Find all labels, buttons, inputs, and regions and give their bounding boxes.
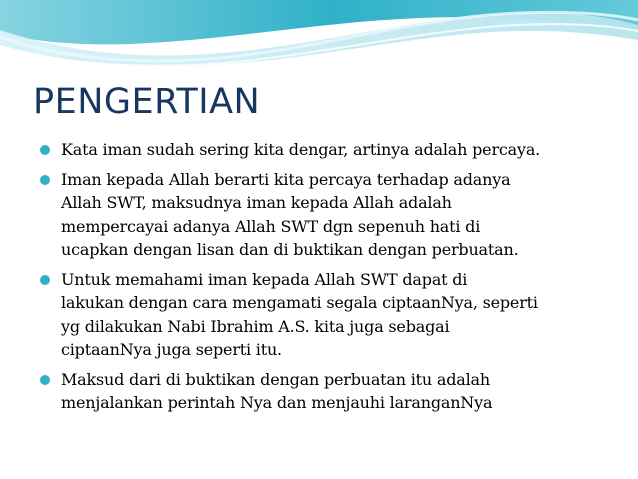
bullet-text: Untuk memahami iman kepada Allah SWT dapat di lakukan dengan cara mengamati segala ciptaanNya, seperti yg dilakukan Nabi Ibrahim A.S. kita juga sebagai ciptaanNya juga seperti itu. bbox=[61, 269, 538, 359]
bullet-text: Iman kepada Allah berarti kita percaya terhadap adanya Allah SWT, maksudnya iman kepada Allah adalah mempercayai adanya Allah SWT dgn sepenuh hati di ucapkan dengan lisan dan di buktikan dengan perbuatan. bbox=[61, 169, 519, 259]
bullet-item-4 bbox=[40, 368, 630, 415]
bullet-text: Maksud dari di buktikan dengan perbuatan itu adalah menjalankan perintah Nya dan menjauhi laranganNya bbox=[61, 369, 493, 412]
slide-title: PENGERTIAN bbox=[33, 82, 261, 122]
bullet-marker-icon bbox=[40, 145, 50, 155]
bullet-item-1 bbox=[40, 138, 630, 162]
bullet-list bbox=[40, 138, 630, 421]
bullet-marker-icon bbox=[40, 375, 50, 385]
bullet-marker-icon bbox=[40, 175, 50, 185]
bullet-text: Kata iman sudah sering kita dengar, artinya adalah percaya. bbox=[61, 140, 541, 159]
decorative-wave-header bbox=[0, 0, 638, 72]
bullet-item-2 bbox=[40, 168, 630, 262]
bullet-item-3 bbox=[40, 268, 630, 362]
bullet-marker-icon bbox=[40, 275, 50, 285]
